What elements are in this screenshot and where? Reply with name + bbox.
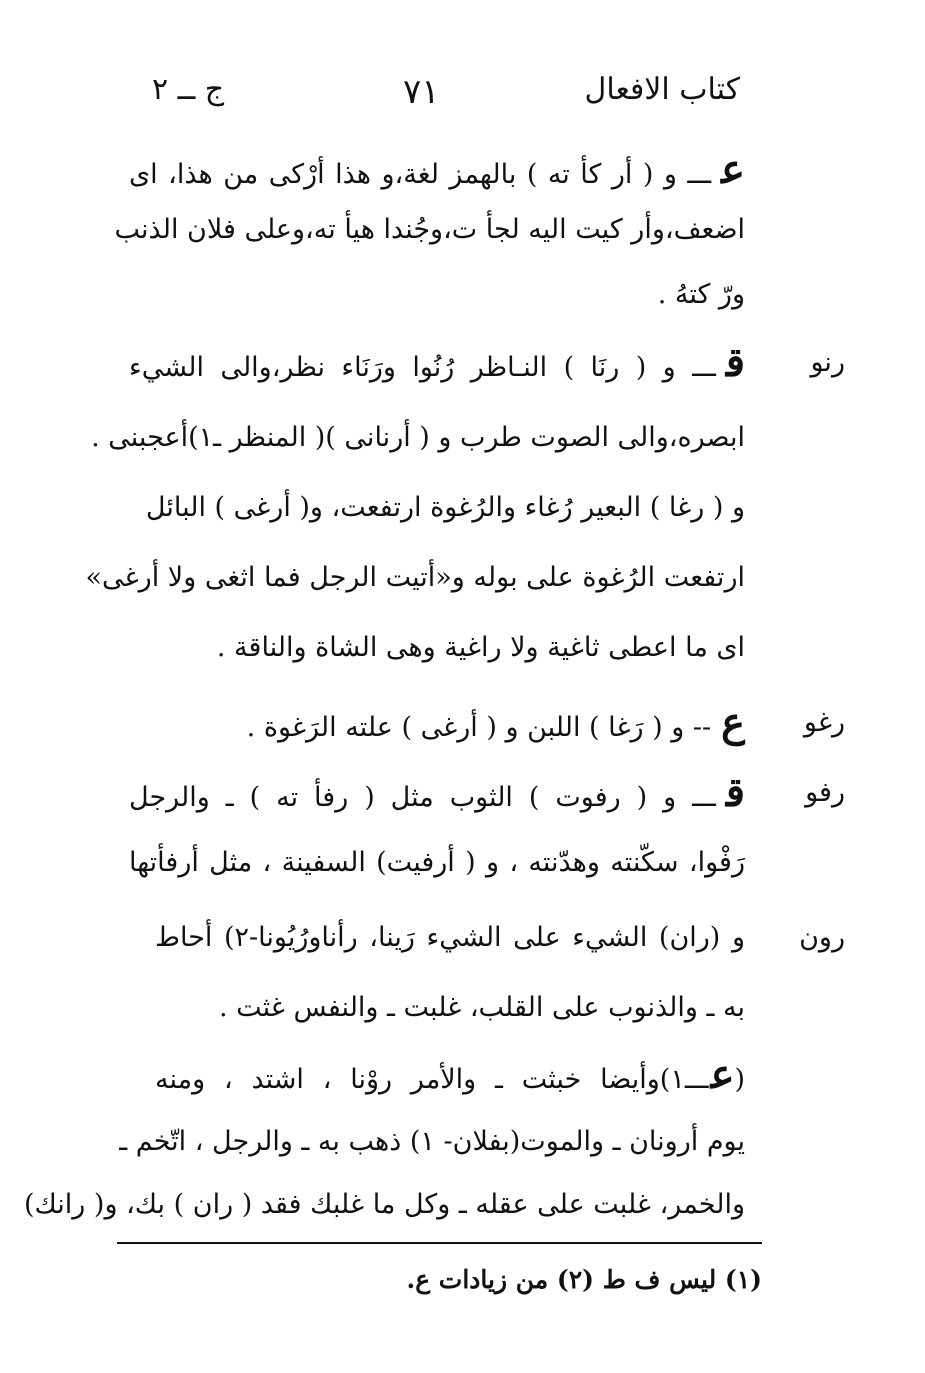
text-line: ارتفعت الرُغوة على بوله و«أتيت الرجل فما اثغى ولا أرغى» [85,562,745,593]
text-line: به ـ والذنوب على القلب، غلبت ـ والنفس غثت . [218,992,745,1023]
text-line: و (ران) الشيء على الشيء رَينا، رأناورُيُونا-٢) أحاط [155,922,745,953]
root-word-rwn: رون [799,922,845,953]
book-title: كتاب الافعال [584,72,740,107]
text-line: والخمر، غلبت على عقله ـ وكل ما غلبك فقد ( ران ) بك، و( رانك) [24,1189,745,1220]
page-number: ٧١ [403,72,440,112]
qaf-marker: ق [725,339,745,386]
text-line: اضعف،وأر كيت اليه لجأ ت،وجُندا هيأ ته،وعلى فلان الذنب [114,214,745,245]
text-line: ع-- و ( رَغا ) اللبن و ( أرغى ) علته الرَغوة . [246,699,745,746]
ain-marker: ع [721,699,745,746]
page-header [120,72,740,122]
ain-marker: ع [721,146,745,193]
text-line: ورّ كتهُ . [657,279,745,310]
text-line: ابصره،والى الصوت طرب و ( أرنانى )( المنظر ـ١)أعجبنى . [91,422,745,453]
ain-marker: ع [710,1051,735,1098]
text-line: يوم أرونان ـ والموت(بفلان- ١) ذهب به ـ والرجل ، اتّخم ـ [119,1126,745,1157]
text-line: (عـــ١)وأيضا خبثت ـ والأمر روْنا ، اشتد ، ومنه [155,1051,745,1098]
text-line: اى ما اعطى ثاغية ولا راغية وهى الشاة والناقة . [216,632,745,663]
text-line: قـــ و ( رفوت ) الثوب مثل ( رفأ ته ) ـ والرجل [129,769,745,816]
root-word-rgw: رغو [803,707,845,738]
footnote: (١) ليس ف ط (٢) من زيادات ع. [406,1265,762,1294]
text-line: قـــ و ( رنَا ) النـاظر رُنُوا ورَنَاء نظر،والى الشيء [129,339,745,386]
text-line: رَفْوا، سكّنته وهدّنته ، و ( أرفيت) السفينة ، مثل أرفأتها [129,847,745,878]
root-word-rnw: رنو [810,347,845,378]
root-word-rfw: رفو [805,777,845,808]
text-line: و ( رغا ) البعير رُغاء والرُغوة ارتفعت، و( أرغى ) البائل [145,492,745,523]
text-line: عـــ و ( أر كأ ته ) بالهمز لغة،و هذا أرْكى من هذا، اى [129,146,745,193]
qaf-marker: ق [725,769,745,816]
volume-label: ج ــ ٢ [152,72,225,107]
footnote-divider [117,1242,762,1244]
